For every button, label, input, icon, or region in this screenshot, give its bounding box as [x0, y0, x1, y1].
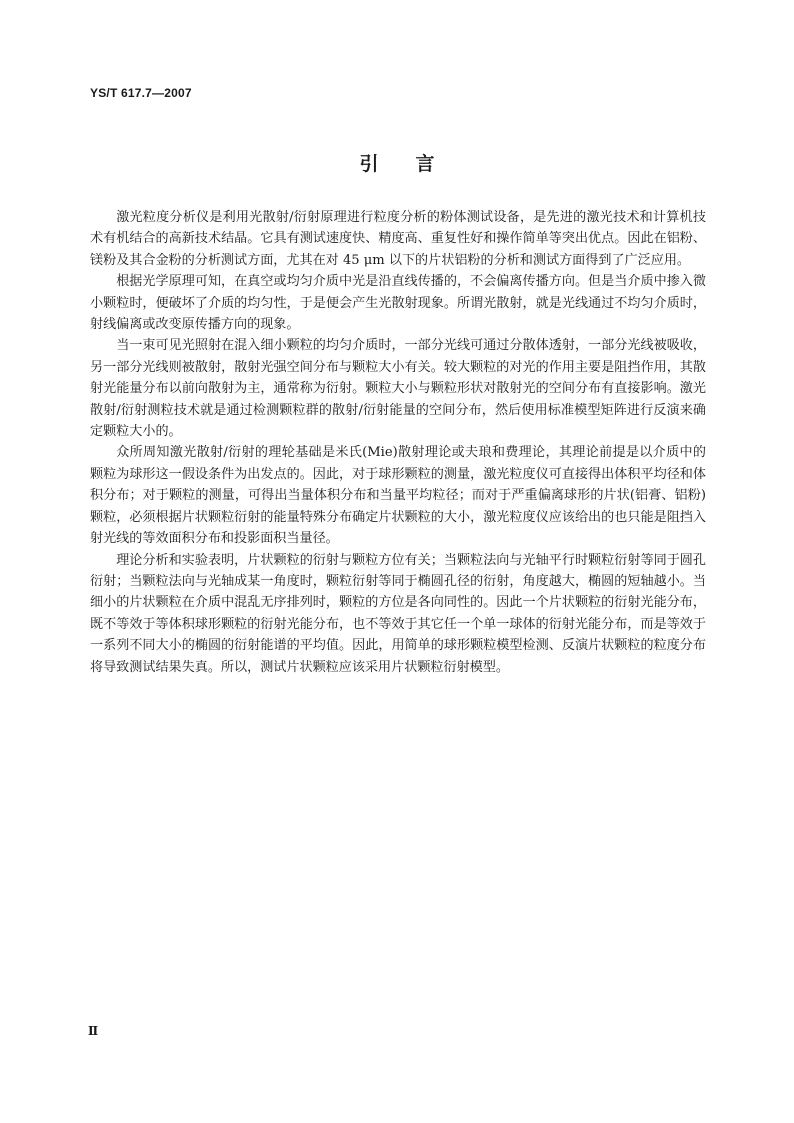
paragraph-4: 众所周知激光散射/衍射的理轮基础是米氏(Mie)散射理论或夫琅和费理论，其理论前提是以介质中的颗粒为球形这一假设条件为出发点的。因此，对于球形颗粒的测量，激光粒度仪可直接得出体积平均径和体积分布；对于颗粒的测量，可得出当量体积分布和当量平均粒径；而对于严重偏离球形的片状(铝膏、铝粉)颗粒，必须根据片状颗粒衍射的能量特殊分布确定片状颗粒的大小，激光粒度仪应该给出的也只能是阻挡入射光线的等效面积分布和投影面积当量径。: [90, 445, 706, 547]
page-title: 引言: [359, 153, 472, 175]
body-text: [90, 207, 706, 678]
paragraph-1: 激光粒度分析仪是利用光散射/衍射原理进行粒度分析的粉体测试设备，是先进的激光技术和计算机技术有机结合的高新技术结晶。它具有测试速度快、精度高、重复性好和操作简单等突出优点。因此在铝粉、镁粉及其合金粉的分析测试方面，尤其在对 45 μm 以下的片状铝粉的分析和测试方面得到了广泛应用。: [90, 210, 706, 268]
paragraph-5: 理论分析和实验表明，片状颗粒的衍射与颗粒方位有关；当颗粒法向与光轴平行时颗粒衍射等同于圆孔衍射；当颗粒法向与光轴成某一角度时，颗粒衍射等同于椭圆孔径的衍射，角度越大，椭圆的短轴越小。当细小的片状颗粒在介质中混乱无序排列时，颗粒的方位是各向同性的。因此一个片状颗粒的衍射光能分布，既不等效于等体积球形颗粒的衍射光能分布，也不等效于其它任一个单一球体的衍射光能分布，而是等效于一系列不同大小的椭圆的衍射能谱的平均值。因此，用简单的球形颗粒模型检测、反演片状颗粒的粒度分布将导致测试结果失真。所以，测试片状颗粒应该采用片状颗粒衍射模型。: [90, 552, 706, 675]
page-number: Ⅱ: [88, 1024, 99, 1038]
standard-code: YS/T 617.7—2007: [90, 86, 192, 100]
paragraph-2: 根据光学原理可知，在真空或均匀介质中光是沿直线传播的，不会偏离传播方向。但是当介质中掺入微小颗粒时，便破坏了介质的均匀性，于是便会产生光散射现象。所谓光散射，就是光线通过不均匀介质时，射线偏离或改变原传播方向的现象。: [90, 274, 706, 333]
paragraph-3: 当一束可见光照射在混入细小颗粒的均匀介质时，一部分光线可通过分散体透射，一部分光线被吸收，另一部分光线则被散射，散射光强空间分布与颗粒大小有关。较大颗粒的对光的作用主要是阻挡作用，其散射光能量分布以前向散射为主，通常称为衍射。颗粒大小与颗粒形状对散射光的空间分布有直接影响。激光散射/衍射测粒技术就是通过检测颗粒群的散射/衍射能量的空间分布，然后使用标准模型矩阵进行反演来确定颗粒大小的。: [90, 338, 706, 440]
